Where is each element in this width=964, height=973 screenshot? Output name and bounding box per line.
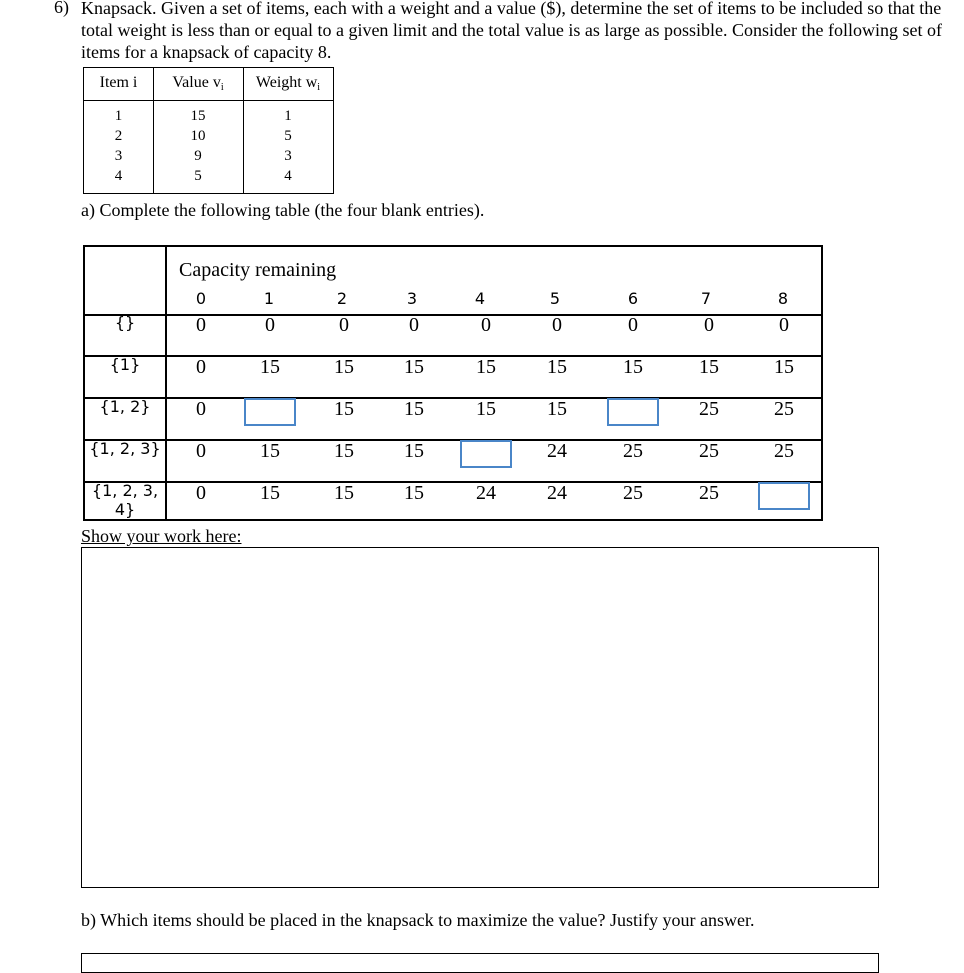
dp-cell-value: 0 bbox=[265, 314, 275, 336]
dp-cell-value: 0 bbox=[196, 398, 206, 420]
dp-cell-value: 0 bbox=[196, 482, 206, 504]
items-cell-weight: 5 bbox=[284, 128, 292, 144]
dp-cell-value: 15 bbox=[476, 398, 496, 420]
items-header-weight: Weight $w_i$ bbox=[255, 74, 321, 93]
dp-cell-value: 24 bbox=[547, 440, 567, 462]
items-cell-value: 9 bbox=[194, 148, 202, 164]
dp-cell-value: 25 bbox=[699, 440, 719, 462]
dp-row-label: {} bbox=[114, 313, 136, 332]
items-cell-item: 2 bbox=[114, 128, 123, 144]
capacity-header: 6 bbox=[627, 289, 639, 308]
capacity-header: 4 bbox=[474, 289, 486, 308]
dp-cell-value: 0 bbox=[552, 314, 562, 336]
dp-cell-value: 0 bbox=[628, 314, 638, 336]
dp-cell-value: 25 bbox=[699, 482, 719, 504]
dp-cell-value: 0 bbox=[779, 314, 789, 336]
items-cell-value: 5 bbox=[194, 168, 202, 184]
capacity-header: 7 bbox=[700, 289, 712, 308]
items-header-item: Item i bbox=[99, 74, 138, 91]
items-header-value: Value $v_i$ bbox=[172, 74, 224, 93]
question-number: 6) bbox=[54, 0, 69, 17]
dp-cell-value: 15 bbox=[334, 482, 354, 504]
dp-cell-value: 15 bbox=[260, 356, 280, 378]
dp-cell-value: 15 bbox=[260, 440, 280, 462]
capacity-header: 2 bbox=[336, 289, 348, 308]
dp-cell-value: 15 bbox=[404, 440, 424, 462]
dp-cell-value: 0 bbox=[196, 314, 206, 336]
dp-cell-value: 25 bbox=[774, 440, 794, 462]
dp-cell-value: 15 bbox=[547, 356, 567, 378]
dp-cell-value: 15 bbox=[547, 398, 567, 420]
items-cell-item: 1 bbox=[114, 108, 123, 124]
capacity-header: 5 bbox=[549, 289, 561, 308]
dp-cell-value: 15 bbox=[334, 440, 354, 462]
dp-cell-value: 25 bbox=[774, 398, 794, 420]
dp-cell-value: 0 bbox=[196, 440, 206, 462]
capacity-remaining-title: Capacity remaining bbox=[179, 259, 337, 281]
items-cell-value: 15 bbox=[190, 108, 206, 124]
dp-cell-value: 0 bbox=[704, 314, 714, 336]
capacity-header: 0 bbox=[195, 289, 207, 308]
dp-cell-value: 15 bbox=[260, 482, 280, 504]
dp-cell-value: 15 bbox=[623, 356, 643, 378]
show-work-label: Show your work here: bbox=[81, 526, 242, 546]
question-text: Knapsack. Given a set of items, each with a weight and a value ($), determine the set of items to be included so that the total weight is less than or equal to a given limit and the total value is as large as possible. Consider the following set of items for a knapsack of capacity 8. bbox=[81, 0, 943, 62]
blank-entry-box[interactable] bbox=[244, 398, 296, 426]
items-cell-weight: 1 bbox=[284, 108, 292, 124]
blank-entry-box[interactable] bbox=[460, 440, 512, 468]
part-a-prompt: a) Complete the following table (the four blank entries). bbox=[81, 200, 485, 220]
answer-area-box[interactable] bbox=[81, 953, 879, 973]
dp-cell-value: 25 bbox=[623, 482, 643, 504]
capacity-header: 1 bbox=[263, 289, 275, 308]
capacity-header: 3 bbox=[406, 289, 418, 308]
dp-cell-value: 15 bbox=[404, 356, 424, 378]
items-cell-item: 4 bbox=[114, 168, 123, 184]
dp-cell-value: 0 bbox=[196, 356, 206, 378]
dp-cell-value: 24 bbox=[547, 482, 567, 504]
dp-cell-value: 15 bbox=[476, 356, 496, 378]
dp-cell-value: 15 bbox=[334, 356, 354, 378]
items-cell-weight: 4 bbox=[284, 168, 292, 184]
items-cell-weight: 3 bbox=[284, 148, 292, 164]
dp-cell-value: 15 bbox=[404, 482, 424, 504]
items-cell-item: 3 bbox=[114, 148, 123, 164]
items-cell-value: 10 bbox=[190, 128, 206, 144]
dp-cell-value: 0 bbox=[339, 314, 349, 336]
dp-cell-value: 15 bbox=[404, 398, 424, 420]
dp-cell-value: 15 bbox=[334, 398, 354, 420]
work-area-box[interactable] bbox=[81, 547, 879, 888]
dp-cell-value: 25 bbox=[623, 440, 643, 462]
dp-cell-value: 24 bbox=[476, 482, 496, 504]
dp-table-divider bbox=[165, 247, 167, 519]
dp-table bbox=[83, 245, 823, 521]
dp-cell-value: 25 bbox=[699, 398, 719, 420]
dp-cell-value: 0 bbox=[481, 314, 491, 336]
dp-row-label: {1, 2, 3, 4} bbox=[91, 481, 159, 519]
blank-entry-box[interactable] bbox=[607, 398, 659, 426]
items-table bbox=[83, 67, 334, 194]
dp-cell-value: 15 bbox=[699, 356, 719, 378]
part-b-prompt: b) Which items should be placed in the knapsack to maximize the value? Justify your answer. bbox=[81, 910, 755, 930]
capacity-header: 8 bbox=[777, 289, 789, 308]
dp-cell-value: 0 bbox=[409, 314, 419, 336]
dp-row-label: {1, 2} bbox=[99, 397, 151, 416]
blank-entry-box[interactable] bbox=[758, 482, 810, 510]
dp-row-label: {1} bbox=[109, 355, 141, 374]
dp-row-label: {1, 2, 3} bbox=[89, 439, 161, 458]
dp-cell-value: 15 bbox=[774, 356, 794, 378]
